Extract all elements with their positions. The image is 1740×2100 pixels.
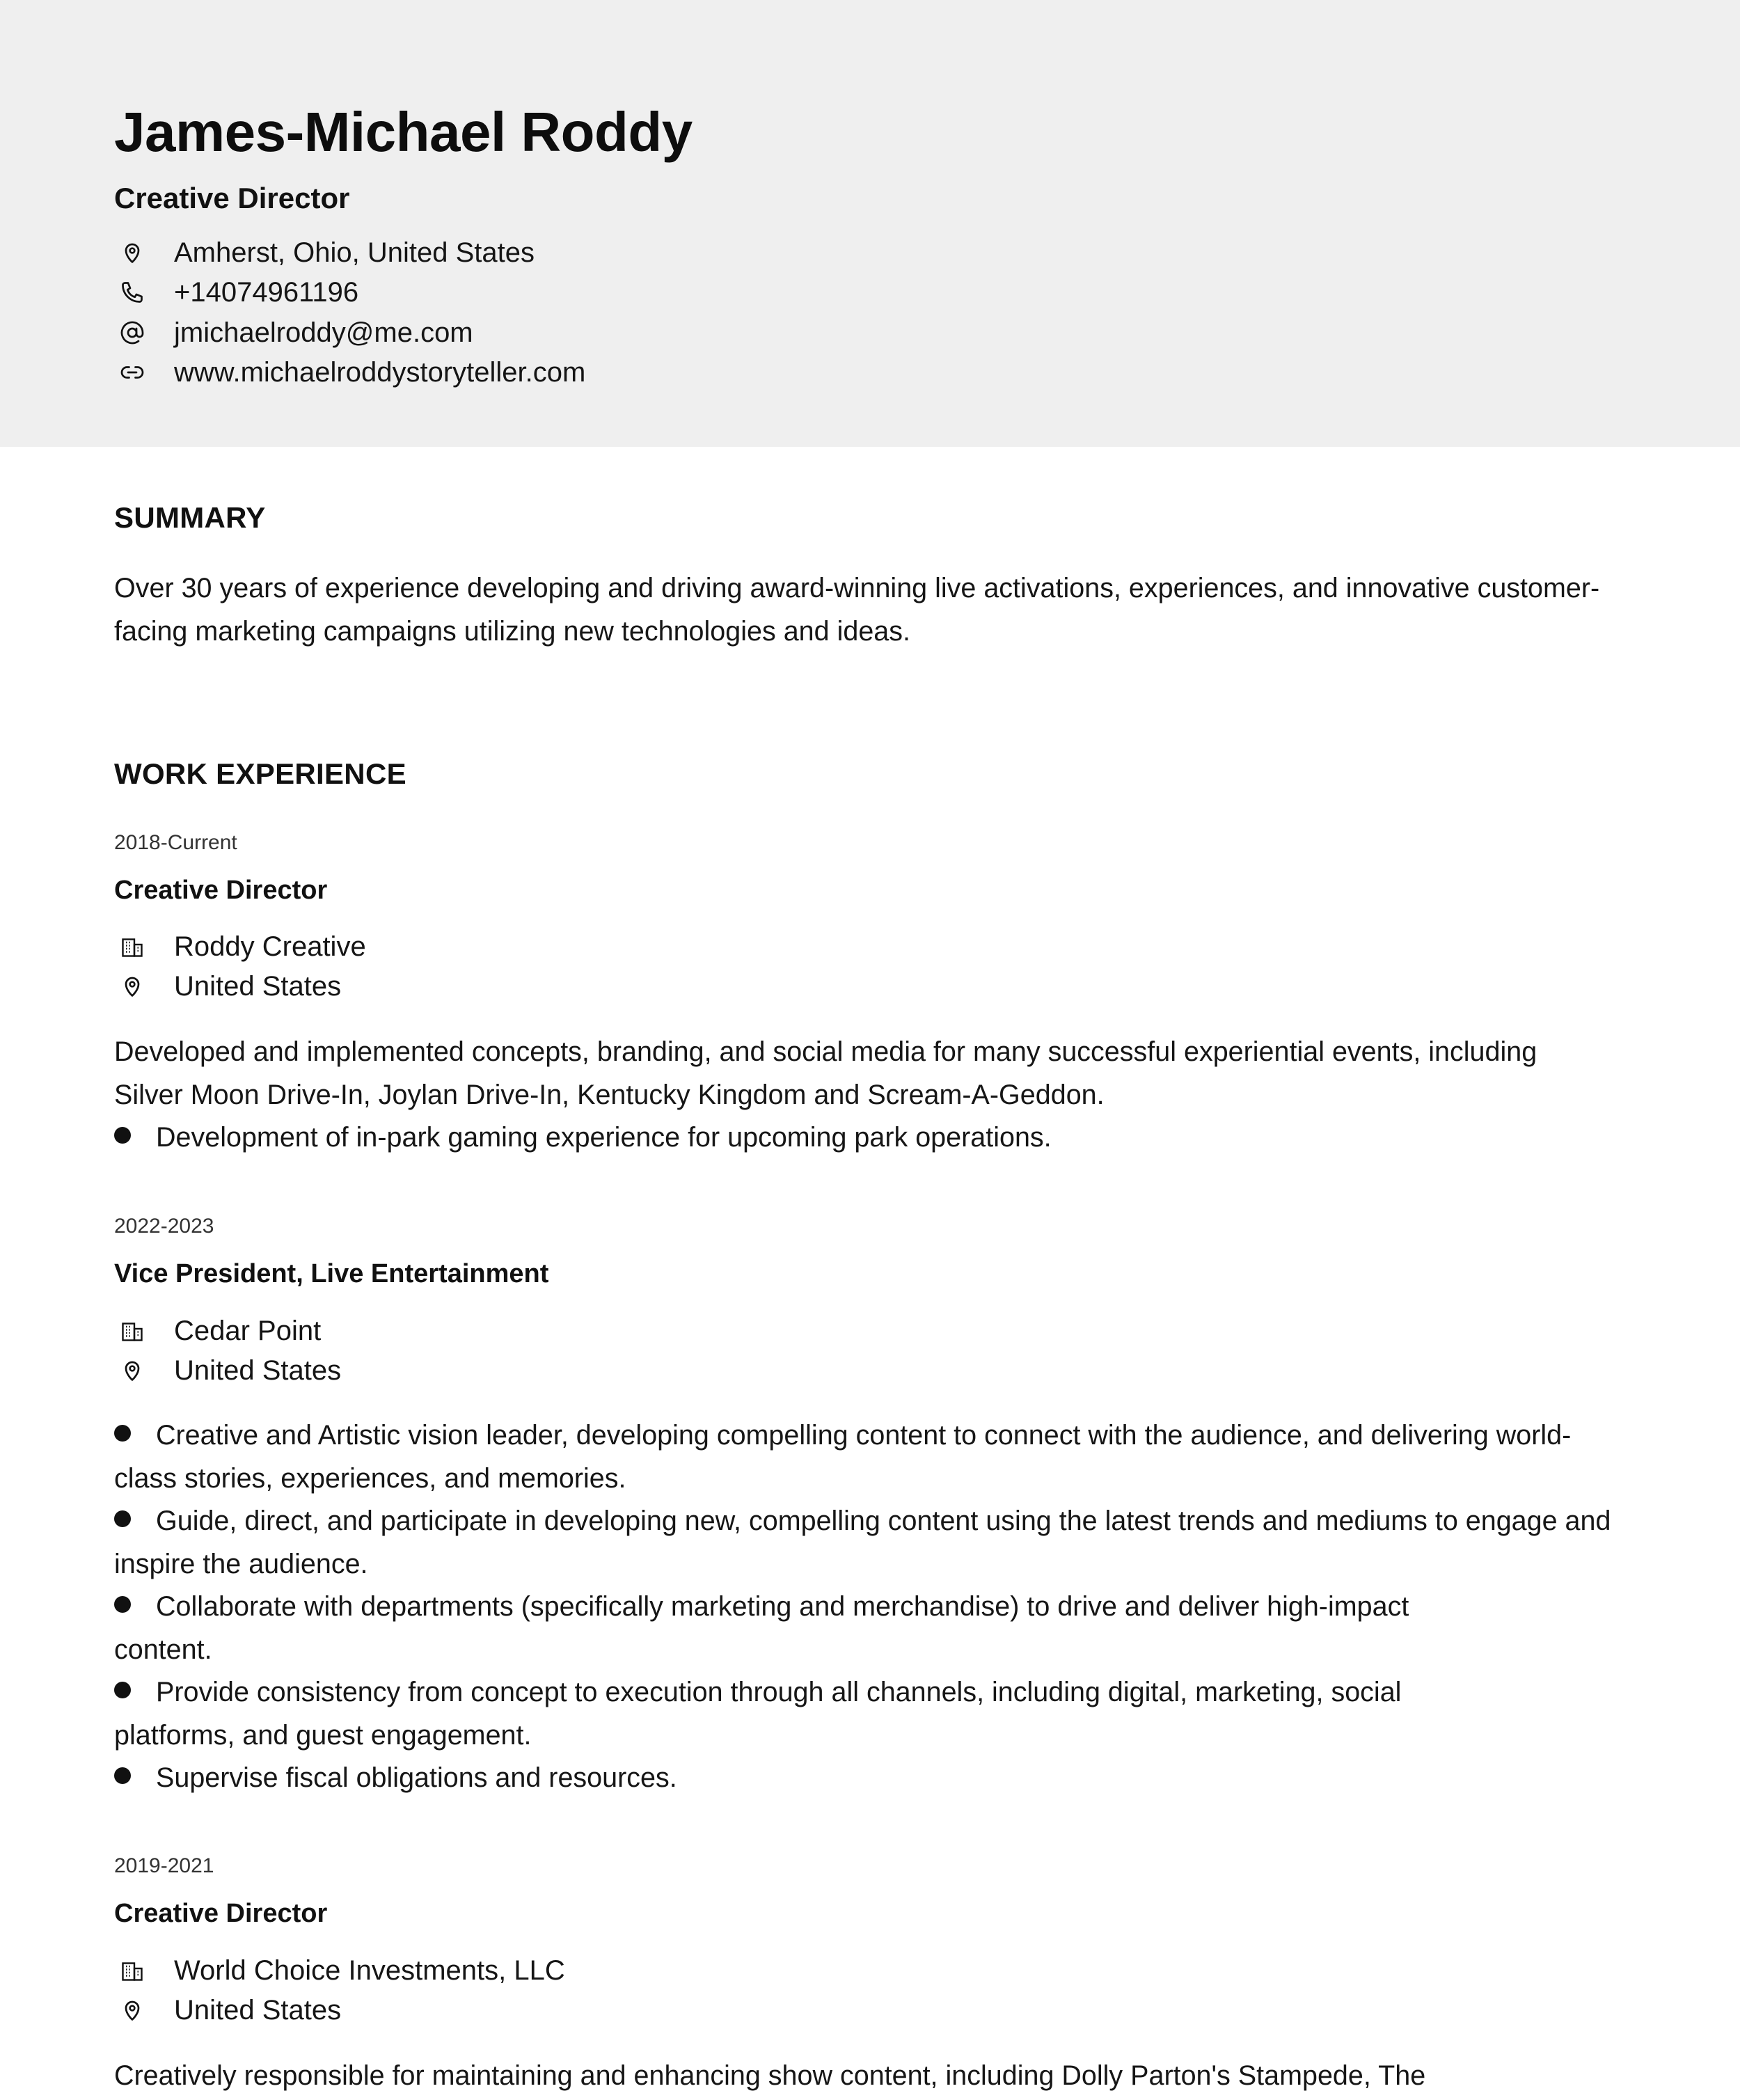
bullet-dot	[114, 1767, 131, 1784]
bullet-dot	[114, 1425, 131, 1442]
job-3-location	[114, 1991, 565, 2031]
job-2-company-text: Cedar Point	[174, 1315, 322, 1346]
job-3-meta	[114, 1950, 565, 2030]
job-1-company	[114, 926, 366, 967]
job-1-description	[114, 1031, 1576, 1160]
job-1-meta	[114, 926, 366, 1006]
job-3-company	[114, 1950, 565, 1991]
bullet-dot	[114, 1682, 131, 1698]
summary-text: Over 30 years of experience developing and driving award-winning live activations, experiences, and innovative customer-facing marketing campaigns utilizing new technologies and ideas.	[114, 573, 1600, 647]
job-2-bullet-2: Guide, direct, and participate in developing new, compelling content using the latest trends and mediums to engage and inspire the audience.	[114, 1506, 1611, 1579]
job-1-description-text: Developed and implemented concepts, branding, and social media for many successful experiential events, including Silver Moon Drive-In, Joylan Drive-In, Kentucky Kingdom and Scream-A-Geddon.	[114, 1036, 1537, 1110]
building-icon	[114, 1957, 153, 1984]
summary-heading: SUMMARY	[114, 501, 266, 534]
contact-location	[114, 232, 585, 273]
link-icon	[114, 358, 153, 386]
bullet-dot	[114, 1596, 131, 1613]
job-2-bullet-4: Provide consistency from concept to execution through all channels, including digital, marketing, social platforms, and guest engagement.	[114, 1677, 1402, 1751]
job-1-company-text: Roddy Creative	[174, 931, 366, 962]
location-icon	[114, 1357, 153, 1384]
job-2-company	[114, 1311, 341, 1351]
job-2-title: Vice President, Live Entertainment	[114, 1259, 549, 1288]
contact-email-text[interactable]: jmichaelroddy@me.com	[174, 317, 473, 348]
location-icon	[114, 1996, 153, 2024]
job-1-bullet: Development of in-park gaming experience for upcoming park operations.	[114, 1116, 1576, 1160]
job-2-bullet-1: Creative and Artistic vision leader, developing compelling content to connect with the audience, and delivering world-class stories, experiences, and memories.	[114, 1420, 1572, 1494]
contact-website-text[interactable]: www.michaelroddystoryteller.com	[174, 357, 586, 388]
bullet-dot	[114, 1510, 131, 1527]
location-icon	[114, 972, 153, 1000]
resume-header	[0, 0, 1740, 447]
job-1-location	[114, 967, 366, 1007]
building-icon	[114, 933, 153, 961]
job-2-location	[114, 1351, 341, 1391]
job-3-title: Creative Director	[114, 1899, 328, 1928]
job-3-description: Creatively responsible for maintaining and enhancing show content, including Dolly Parton's Stampede, The	[114, 2060, 1426, 2091]
building-icon	[114, 1317, 153, 1345]
contact-list	[114, 232, 585, 393]
contact-phone-text[interactable]: +14074961196	[174, 277, 359, 308]
job-2-bullet-3: Collaborate with departments (specifically marketing and merchandise) to drive and deliver high-impact content.	[114, 1591, 1409, 1665]
job-2-meta	[114, 1311, 341, 1391]
work-experience-heading: WORK EXPERIENCE	[114, 757, 406, 790]
job-2-location-text: United States	[174, 1355, 342, 1387]
contact-email	[114, 313, 585, 353]
phone-icon	[114, 278, 153, 306]
job-3-location-text: United States	[174, 1995, 342, 2026]
bullet-dot	[114, 1127, 131, 1144]
candidate-role: Creative Director	[114, 182, 350, 214]
job-2-bullets	[114, 1414, 1631, 1800]
contact-phone	[114, 273, 585, 313]
job-1-dates: 2018-Current	[114, 831, 237, 854]
at-icon	[114, 319, 153, 347]
job-3-company-text: World Choice Investments, LLC	[174, 1955, 565, 1986]
location-icon	[114, 239, 153, 267]
contact-website	[114, 353, 585, 393]
job-2-bullet-5: Supervise fiscal obligations and resources.	[114, 1757, 1631, 1800]
job-1-location-text: United States	[174, 971, 342, 1002]
job-2-dates: 2022-2023	[114, 1215, 214, 1238]
contact-location-text: Amherst, Ohio, United States	[174, 237, 535, 268]
candidate-name: James-Michael Roddy	[114, 101, 693, 163]
job-1-title: Creative Director	[114, 876, 328, 905]
job-3-dates: 2019-2021	[114, 1854, 214, 1877]
